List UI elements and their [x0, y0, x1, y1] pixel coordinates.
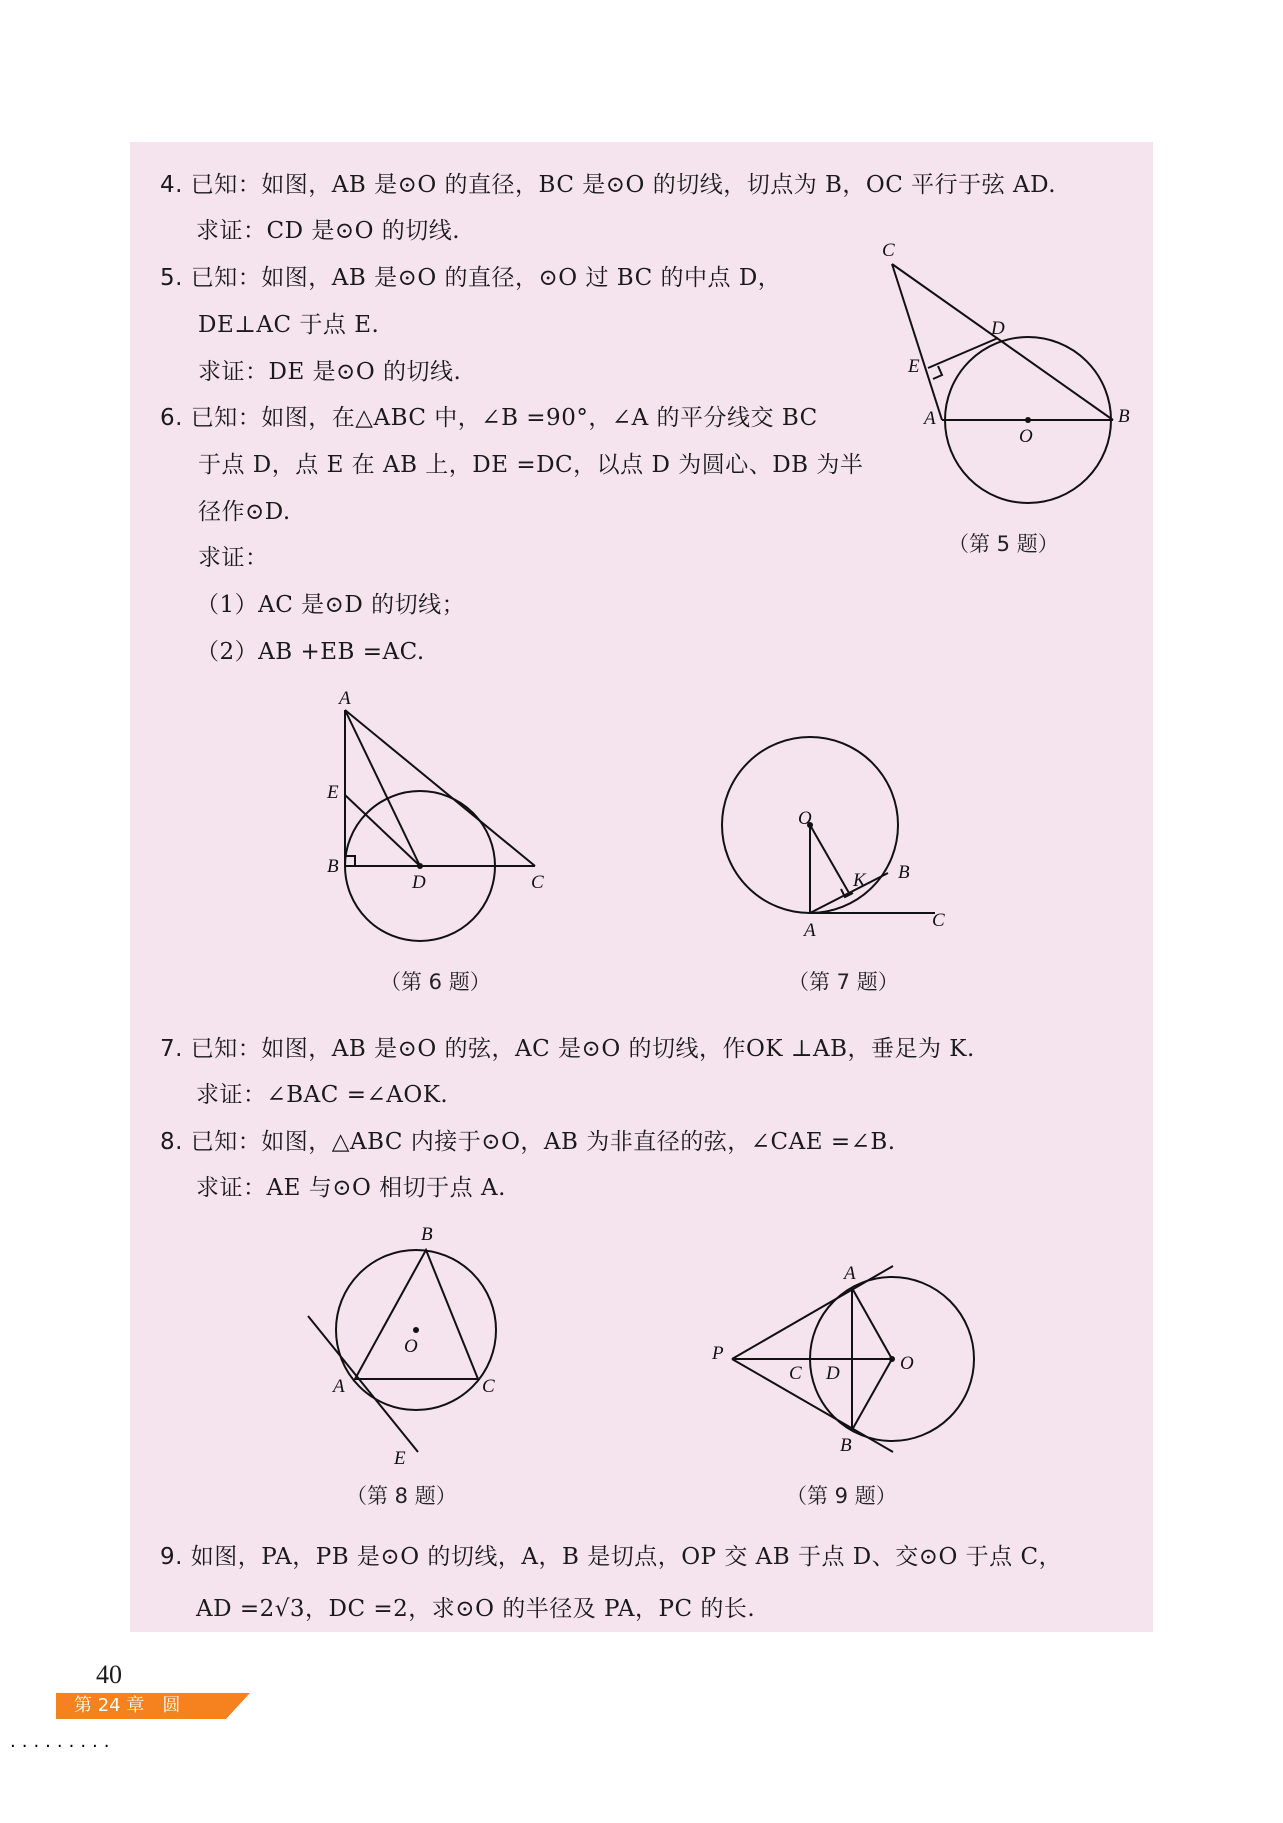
label-o: O [404, 1336, 418, 1357]
segment-ca [892, 264, 942, 420]
figure-9 [708, 1255, 998, 1469]
figure-6-caption: （第 6 题） [380, 970, 491, 994]
segment-ob [852, 1359, 892, 1430]
tangent-line [308, 1316, 418, 1452]
label-c: C [789, 1363, 802, 1384]
segment-cb [892, 264, 1113, 420]
label-b: B [327, 856, 339, 877]
tangent-pb [732, 1359, 893, 1452]
figure-5-caption: （第 5 题） [948, 532, 1059, 556]
segment-ok [810, 825, 849, 893]
figure-8-caption: （第 8 题） [346, 1484, 457, 1508]
label-e: E [394, 1448, 406, 1469]
figure-7 [720, 730, 960, 954]
problem-number: 4. [160, 172, 183, 198]
label-d: D [412, 872, 426, 893]
problem-7-line-2: 求证：∠BAC =∠AOK. [196, 1082, 449, 1108]
segment-ad [345, 710, 420, 866]
problem-5-line-1 [160, 263, 781, 293]
figure-8 [300, 1220, 520, 1474]
problem-6-line-4: 求证： [198, 545, 269, 571]
segment-oa [852, 1288, 892, 1359]
chapter-label: 第 24 章 圆 [74, 1695, 181, 1716]
figure-6 [320, 690, 560, 954]
figure-7-diagram [720, 730, 960, 950]
label-k: K [853, 870, 866, 891]
problem-8-line-2: 求证：AE 与⊙O 相切于点 A. [196, 1175, 506, 1201]
label-d: D [991, 318, 1005, 339]
figure-8-diagram [300, 1220, 520, 1470]
segment-de [928, 338, 998, 368]
segment-ac [345, 710, 535, 866]
problem-5-line-3: 求证：DE 是⊙O 的切线. [198, 359, 462, 385]
problem-9-line-1 [160, 1542, 1062, 1572]
label-o: O [1019, 426, 1033, 447]
chapter-tab [56, 1693, 250, 1719]
problem-number: 5. [160, 265, 183, 291]
label-c: C [932, 910, 945, 931]
problem-text: 已知：如图，AB 是⊙O 的直径，BC 是⊙O 的切线，切点为 B，OC 平行于弦 AD. [190, 172, 1057, 198]
label-b: B [1118, 406, 1130, 427]
point-o [1025, 417, 1031, 423]
figure-5-diagram [880, 236, 1140, 516]
problem-text: 已知：如图，AB 是⊙O 的弦，AC 是⊙O 的切线，作OK ⊥AB，垂足为 K. [190, 1036, 975, 1062]
problem-6-line-1 [160, 403, 818, 433]
label-d: D [826, 1363, 840, 1384]
problem-text: 已知：如图，△ABC 内接于⊙O，AB 为非直径的弦，∠CAE =∠B. [190, 1129, 896, 1155]
label-a: A [339, 688, 351, 709]
label-c: C [882, 240, 895, 261]
problem-7-line-1 [160, 1034, 975, 1064]
problem-6-line-5: （1）AC 是⊙D 的切线； [196, 592, 466, 618]
problem-number: 7. [160, 1036, 183, 1062]
problem-9-line-2: AD =2√3，DC =2，求⊙O 的半径及 PA，PC 的长. [196, 1596, 756, 1622]
right-angle-mark [933, 366, 942, 379]
problem-text: 已知：如图，AB 是⊙O 的直径，⊙O 过 BC 的中点 D， [190, 265, 782, 291]
segment-ed [345, 795, 420, 866]
problem-4-line-2: 求证：CD 是⊙O 的切线. [196, 218, 461, 244]
figure-6-diagram [320, 690, 560, 950]
problem-6-line-2: 于点 D，点 E 在 AB 上，DE =DC，以点 D 为圆心、DB 为半 [198, 452, 864, 478]
triangle-abc [355, 1250, 478, 1379]
label-e: E [908, 356, 920, 377]
label-a: A [333, 1376, 345, 1397]
problem-4-line-1 [160, 170, 1056, 200]
figure-9-diagram [708, 1255, 998, 1465]
point-d [417, 863, 423, 869]
label-a: A [924, 408, 936, 429]
problem-number: 6. [160, 405, 183, 431]
footer-dots: ········· [10, 1736, 116, 1757]
label-b: B [898, 862, 910, 883]
tangent-pa [732, 1266, 893, 1359]
problem-8-line-1 [160, 1127, 896, 1157]
point-o [889, 1356, 895, 1362]
point-o [413, 1327, 419, 1333]
problem-6-line-3: 径作⊙D. [198, 499, 291, 525]
problem-number: 9. [160, 1544, 183, 1570]
problem-5-line-2: DE⊥AC 于点 E. [198, 312, 380, 338]
label-p: P [712, 1343, 724, 1364]
label-c: C [531, 872, 544, 893]
label-o: O [900, 1353, 914, 1374]
problem-6-line-6: （2）AB +EB =AC. [196, 639, 425, 665]
label-o: O [798, 808, 812, 829]
label-a: A [844, 1263, 856, 1284]
label-a: A [804, 920, 816, 941]
label-c: C [482, 1376, 495, 1397]
figure-5 [880, 236, 1140, 520]
label-b: B [421, 1224, 433, 1245]
label-b: B [840, 1435, 852, 1456]
page-number: 40 [96, 1660, 122, 1689]
problem-text: 如图，PA，PB 是⊙O 的切线，A，B 是切点，OP 交 AB 于点 D、交⊙O 于点 C， [190, 1544, 1063, 1570]
right-angle-mark [345, 856, 355, 866]
problem-number: 8. [160, 1129, 183, 1155]
figure-9-caption: （第 9 题） [786, 1484, 897, 1508]
label-e: E [327, 782, 339, 803]
figure-7-caption: （第 7 题） [788, 970, 899, 994]
problem-text: 已知：如图，在△ABC 中，∠B =90°，∠A 的平分线交 BC [190, 405, 818, 431]
